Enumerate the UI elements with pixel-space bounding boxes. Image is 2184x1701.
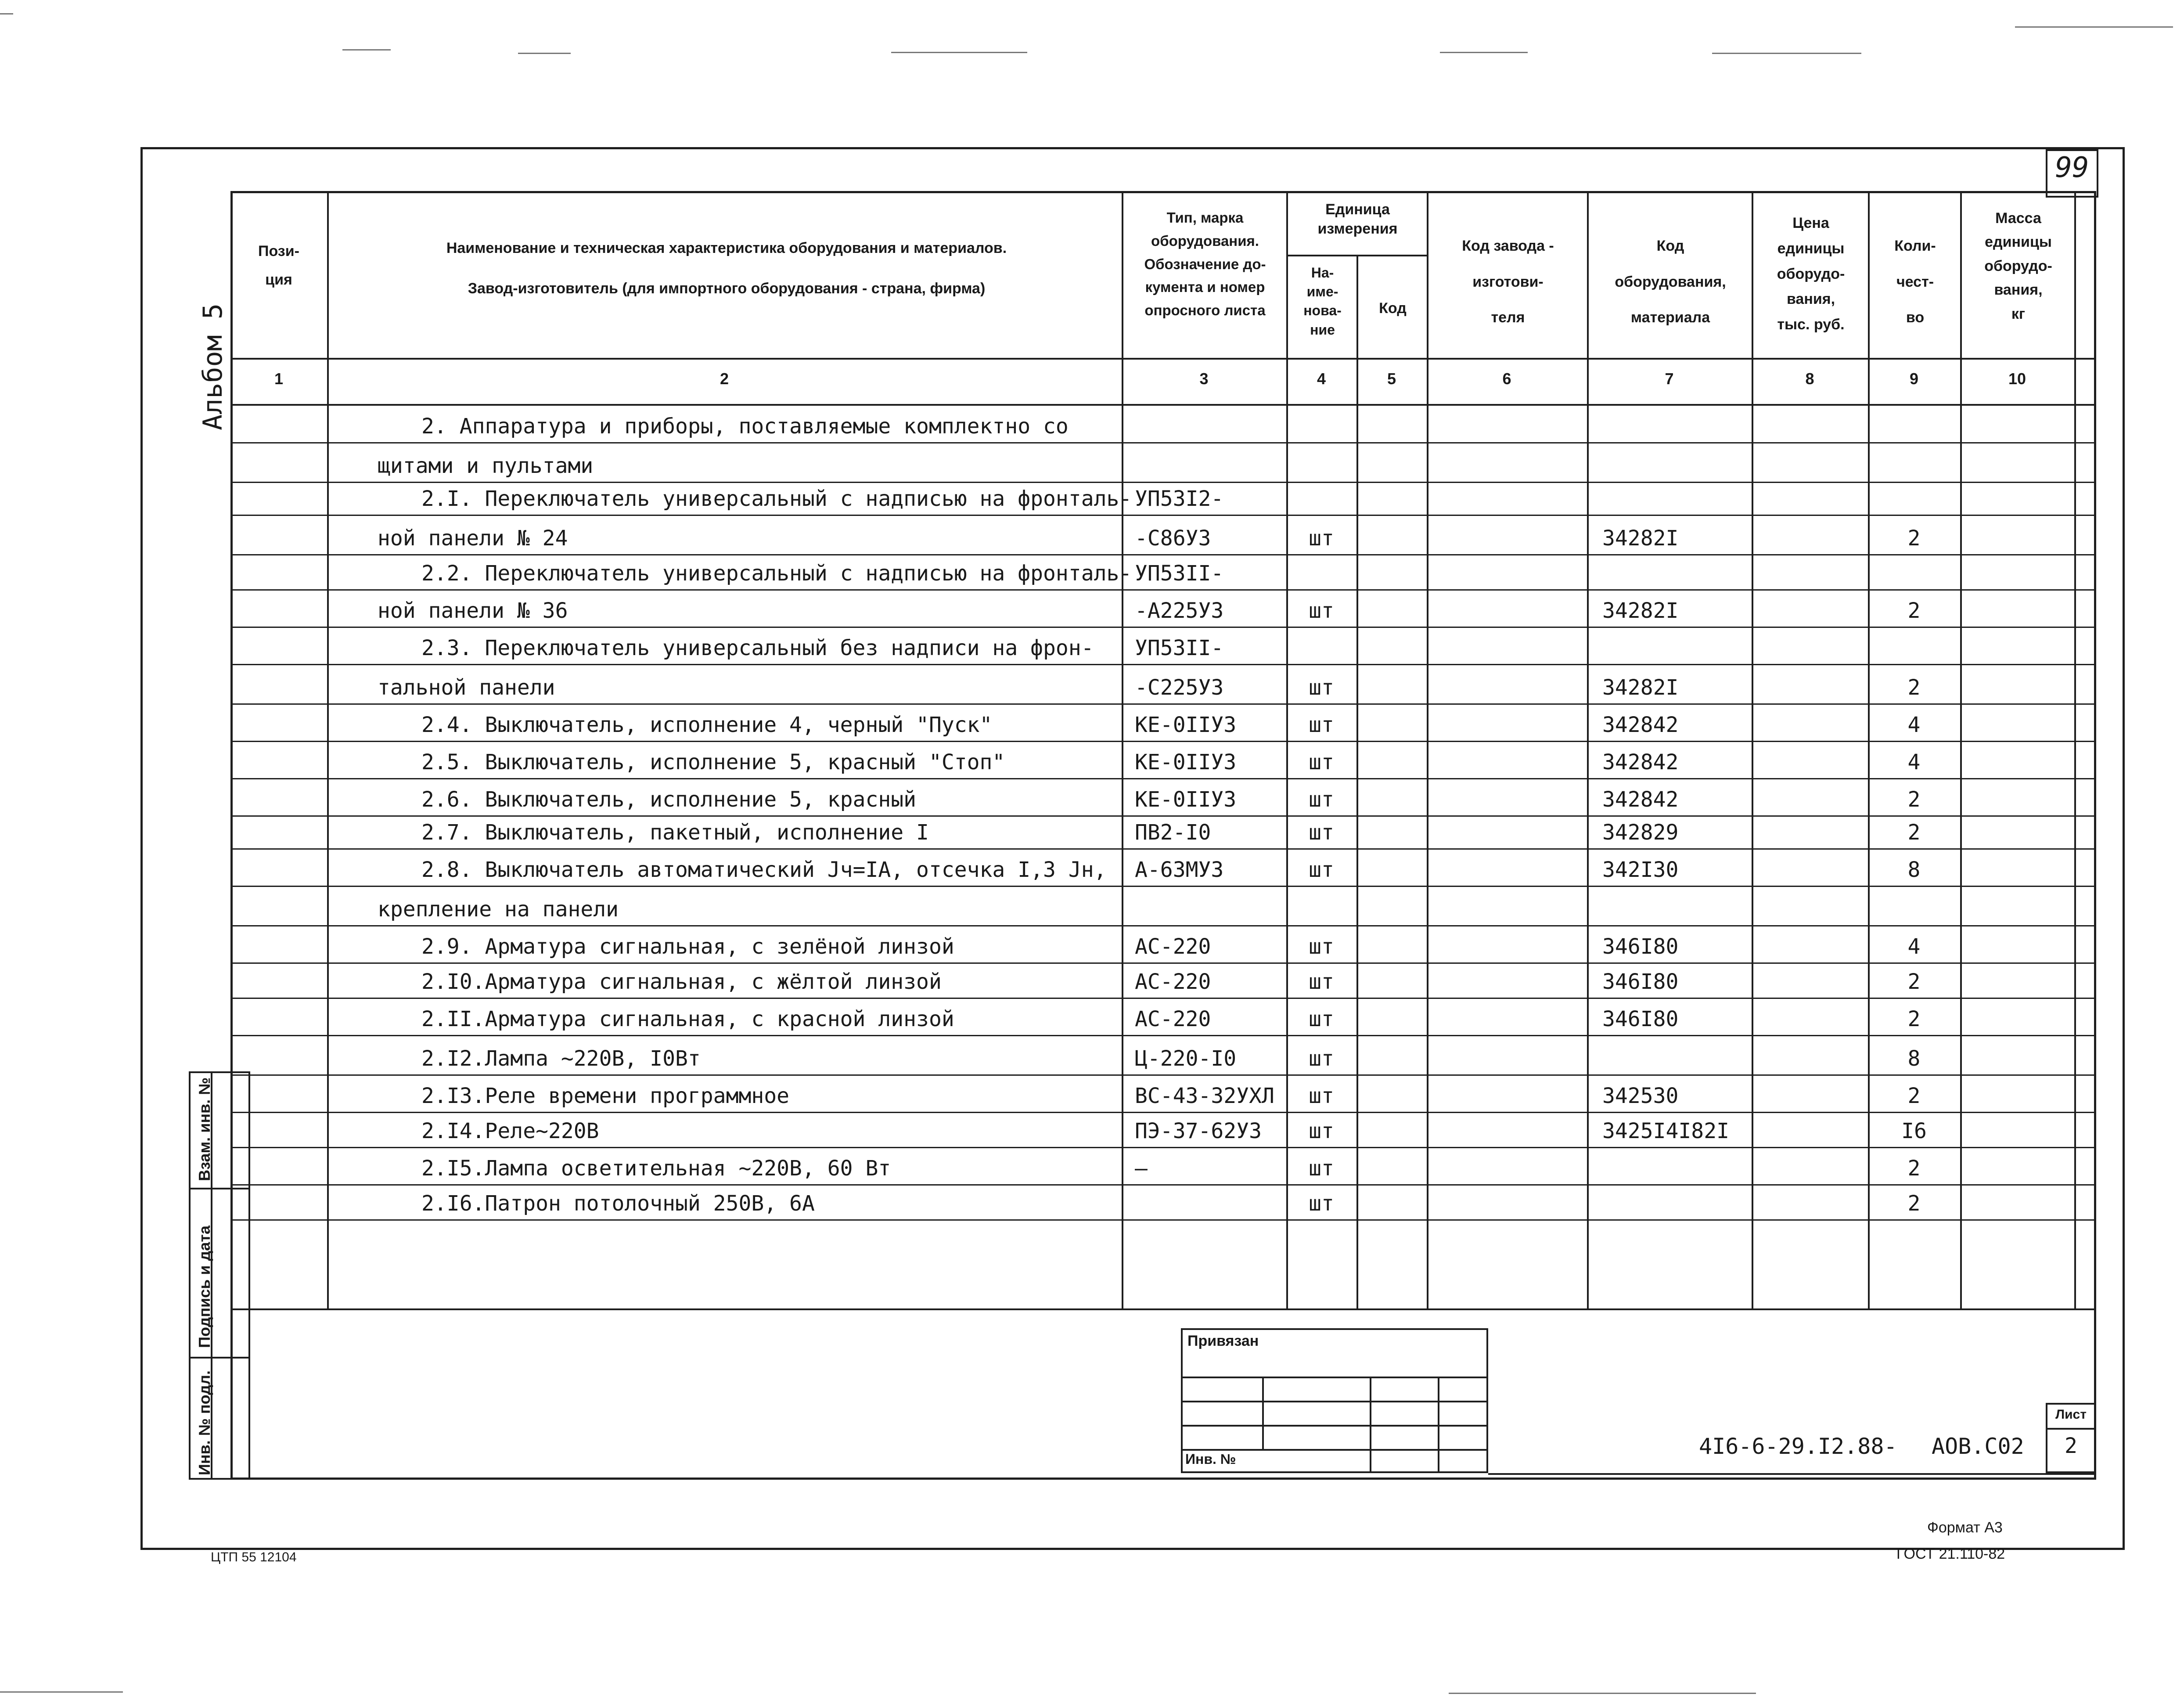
colnum-9: 9 <box>1909 370 1919 388</box>
row-quantity: 2 <box>1907 969 1921 994</box>
row-type: КЕ-0IIУЗ <box>1135 750 1237 775</box>
scan-mark <box>1449 1693 1756 1694</box>
colnum-2: 2 <box>720 370 729 388</box>
colnum-bottom-line <box>230 404 2096 406</box>
row-name: 2.9. Арматура сигнальная, с зелёной линзой <box>421 934 954 959</box>
row-quantity: 2 <box>1907 1084 1921 1108</box>
row-quantity: 2 <box>1907 526 1921 551</box>
header-unit-code: Код <box>1379 300 1407 317</box>
sheet-label: Лист <box>2055 1407 2087 1422</box>
row-quantity: I6 <box>1901 1119 1927 1143</box>
row-unit: шт <box>1309 713 1334 737</box>
row-code: 346I80 <box>1602 1007 1679 1031</box>
row-separator <box>230 741 2096 742</box>
sheet-number: 2 <box>2065 1434 2077 1458</box>
row-code: 342829 <box>1602 820 1679 845</box>
row-separator <box>230 554 2096 555</box>
left-code-label: ЦТП 55 12104 <box>211 1550 297 1564</box>
row-separator <box>230 442 2096 443</box>
row-name: 2.I0.Арматура сигнальная, с жёлтой линзой <box>421 969 942 994</box>
stamp-bottom-line <box>1488 1473 2096 1475</box>
row-type: УП53I2- <box>1135 487 1224 511</box>
col-divider <box>1122 191 1123 1308</box>
doc-suffix: АОВ.С02 <box>1932 1434 2024 1459</box>
colnum-6: 6 <box>1502 370 1511 388</box>
row-type: Ц-220-I0 <box>1135 1046 1237 1071</box>
side-label-podpis: Подпись и дата <box>195 1225 213 1348</box>
col-divider <box>327 191 329 1308</box>
row-unit: шт <box>1309 858 1334 882</box>
row-unit: шт <box>1309 1119 1334 1143</box>
row-quantity: 2 <box>1907 787 1921 812</box>
row-unit: шт <box>1309 787 1334 812</box>
row-type: -А225УЗ <box>1135 598 1224 623</box>
row-separator <box>230 1219 2096 1221</box>
row-unit: шт <box>1309 820 1334 845</box>
row-code: 342I30 <box>1602 858 1679 882</box>
row-unit: шт <box>1309 969 1334 994</box>
header-name: Наименование и техническая характеристика оборудования и материалов. Завод-изготовитель (для импортного оборудования - страна, фирма) <box>446 240 1007 297</box>
row-separator <box>230 627 2096 628</box>
col-divider <box>1752 191 1753 1308</box>
header-price: Цена единицы оборудо- вания, тыс. руб. <box>1777 215 1845 333</box>
doc-code: 4I6-6-29.I2.88- <box>1699 1434 1897 1459</box>
row-name: ной панели № 36 <box>378 598 568 623</box>
row-code: 34282I <box>1602 598 1679 623</box>
row-type: УП53II- <box>1135 636 1224 660</box>
row-unit: шт <box>1309 526 1334 551</box>
row-name: 2.I3.Реле времени программное <box>421 1084 790 1108</box>
row-unit: шт <box>1309 598 1334 623</box>
stamp-line <box>1181 1449 1488 1451</box>
row-type: АС-220 <box>1135 934 1211 959</box>
row-separator <box>230 482 2096 483</box>
row-type: АС-220 <box>1135 1007 1211 1031</box>
row-code: 34282I <box>1602 675 1679 700</box>
scan-mark <box>2015 26 2173 28</box>
row-quantity: 8 <box>1907 1046 1921 1071</box>
table-body-bottom <box>230 1308 2096 1310</box>
row-code: 34282I <box>1602 526 1679 551</box>
row-separator <box>230 664 2096 665</box>
row-name: 2.I4.Реле~220В <box>421 1119 599 1143</box>
row-quantity: 2 <box>1907 1191 1921 1216</box>
row-quantity: 2 <box>1907 1007 1921 1031</box>
header-unit-name: На- име- нова- ние <box>1303 265 1342 338</box>
row-type: -С86УЗ <box>1135 526 1211 551</box>
row-separator <box>230 778 2096 779</box>
row-unit: шт <box>1309 1156 1334 1181</box>
row-name: 2. Аппаратура и приборы, поставляемые комплектно со <box>421 414 1069 439</box>
scan-mark <box>1440 52 1528 53</box>
colnum-7: 7 <box>1665 370 1674 388</box>
colnum-1: 1 <box>274 370 284 388</box>
row-separator <box>230 1112 2096 1113</box>
row-type: АС-220 <box>1135 969 1211 994</box>
scan-mark <box>342 49 391 50</box>
row-quantity: 2 <box>1907 820 1921 845</box>
row-name: тальной панели <box>378 675 555 700</box>
row-separator <box>230 815 2096 817</box>
format-label: Формат А3 <box>1927 1519 2003 1536</box>
header-equipment-code: Код оборудования, материала <box>1615 238 1726 326</box>
row-unit: шт <box>1309 675 1334 700</box>
row-separator <box>230 1035 2096 1036</box>
row-name: 2.I5.Лампа осветительная ~220В, 60 Вт <box>421 1156 891 1181</box>
stamp-line <box>1181 1377 1488 1378</box>
row-code: 346I80 <box>1602 934 1679 959</box>
col-divider <box>2074 191 2076 1308</box>
inv-no-label: Инв. № <box>1185 1451 1236 1467</box>
row-name: 2.3. Переключатель универсальный без надписи на фрон- <box>421 636 1094 660</box>
row-type: — <box>1135 1156 1148 1181</box>
row-name: 2.4. Выключатель, исполнение 4, черный "Пуск" <box>421 713 993 737</box>
stamp-line <box>1370 1377 1371 1473</box>
scan-mark <box>0 13 13 14</box>
row-code: 346I80 <box>1602 969 1679 994</box>
row-code: 342842 <box>1602 750 1679 775</box>
album-label: Альбом 5 <box>198 303 228 430</box>
row-name: щитами и пультами <box>378 454 594 478</box>
row-unit: шт <box>1309 1084 1334 1108</box>
row-type: КЕ-0IIУЗ <box>1135 787 1237 812</box>
row-name: 2.7. Выключатель, пакетный, исполнение I <box>421 820 929 845</box>
header-unit-group: Единица измерения <box>1317 201 1398 238</box>
row-unit: шт <box>1309 1046 1334 1071</box>
side-label-vzam: Взам. инв. № <box>195 1077 213 1181</box>
row-unit: шт <box>1309 1007 1334 1031</box>
row-separator <box>230 998 2096 999</box>
row-type: УП53II- <box>1135 561 1224 586</box>
row-separator <box>230 1184 2096 1186</box>
row-quantity: 8 <box>1907 858 1921 882</box>
row-type: ВС-43-32УХЛ <box>1135 1084 1274 1108</box>
header-factory-code: Код завода - изготови- теля <box>1462 238 1554 326</box>
row-quantity: 4 <box>1907 713 1921 737</box>
row-separator <box>230 515 2096 516</box>
row-quantity: 2 <box>1907 598 1921 623</box>
row-type: А-63МУЗ <box>1135 858 1224 882</box>
colnum-8: 8 <box>1805 370 1814 388</box>
privyazan-label: Привязан <box>1187 1333 1259 1349</box>
stamp-line <box>1438 1377 1439 1473</box>
col-divider <box>1356 255 1358 1308</box>
row-quantity: 4 <box>1907 934 1921 959</box>
scan-mark <box>518 53 571 54</box>
row-unit: шт <box>1309 750 1334 775</box>
header-type: Тип, марка оборудования. Обозначение до- кумента и номер опросного листа <box>1144 209 1266 319</box>
row-name: 2.I. Переключатель универсальный с надписью на фронталь- <box>421 487 1132 511</box>
row-quantity: 4 <box>1907 750 1921 775</box>
row-quantity: 2 <box>1907 675 1921 700</box>
row-unit: шт <box>1309 1191 1334 1216</box>
header-position: Пози- ция <box>258 243 299 288</box>
row-code: 342530 <box>1602 1084 1679 1108</box>
scan-mark <box>891 52 1027 53</box>
row-name: крепление на панели <box>378 897 619 922</box>
scan-mark <box>1712 53 1861 54</box>
header-mass: Масса единицы оборудо- вания, кг <box>1984 210 2052 322</box>
row-separator <box>230 589 2096 591</box>
row-name: 2.8. Выключатель автоматический Jч=IА, отсечка I,3 Jн, <box>421 858 1107 882</box>
colnum-4: 4 <box>1317 370 1326 388</box>
row-name: ной панели № 24 <box>378 526 568 551</box>
scan-mark <box>0 1691 123 1693</box>
stamp-line <box>1181 1401 1488 1402</box>
row-code: 342842 <box>1602 787 1679 812</box>
row-unit: шт <box>1309 934 1334 959</box>
row-type: КЕ-0IIУЗ <box>1135 713 1237 737</box>
row-type: -С225УЗ <box>1135 675 1224 700</box>
sheet-box-line <box>2046 1428 2096 1430</box>
header-bottom-line <box>230 358 2096 360</box>
row-name: 2.I2.Лампа ~220В, I0Вт <box>421 1046 701 1071</box>
row-name: 2.I6.Патрон потолочный 250В, 6А <box>421 1191 815 1216</box>
colnum-3: 3 <box>1199 370 1209 388</box>
row-name: 2.2. Переключатель универсальный с надписью на фронталь- <box>421 561 1132 586</box>
row-quantity: 2 <box>1907 1156 1921 1181</box>
col-divider <box>1960 191 1962 1308</box>
row-name: 2.6. Выключатель, исполнение 5, красный <box>421 787 917 812</box>
colnum-10: 10 <box>2008 370 2026 388</box>
header-quantity: Коли- чест- во <box>1894 238 1936 326</box>
colnum-5: 5 <box>1387 370 1396 388</box>
row-name: 2.5. Выключатель, исполнение 5, красный "Стоп" <box>421 750 1005 775</box>
row-code: 342842 <box>1602 713 1679 737</box>
row-separator <box>230 962 2096 964</box>
gost-label: ГОСТ 21.110-82 <box>1896 1546 2005 1562</box>
row-type: ПВ2-I0 <box>1135 820 1211 845</box>
stamp-line <box>1181 1425 1488 1427</box>
stamp-line <box>1262 1377 1264 1449</box>
page-number: 99 <box>2055 151 2089 184</box>
row-separator <box>230 925 2096 926</box>
row-code: 3425I4I82I <box>1602 1119 1729 1143</box>
row-separator <box>230 848 2096 850</box>
row-separator <box>230 886 2096 887</box>
col-divider <box>1427 191 1428 1308</box>
row-separator <box>230 703 2096 705</box>
row-type: ПЭ-37-62УЗ <box>1135 1119 1262 1143</box>
row-separator <box>230 1147 2096 1148</box>
col-divider <box>1587 191 1589 1308</box>
side-label-inv: Инв. № подл. <box>195 1370 213 1475</box>
row-separator <box>230 1074 2096 1076</box>
row-name: 2.II.Арматура сигнальная, с красной линзой <box>421 1007 954 1031</box>
